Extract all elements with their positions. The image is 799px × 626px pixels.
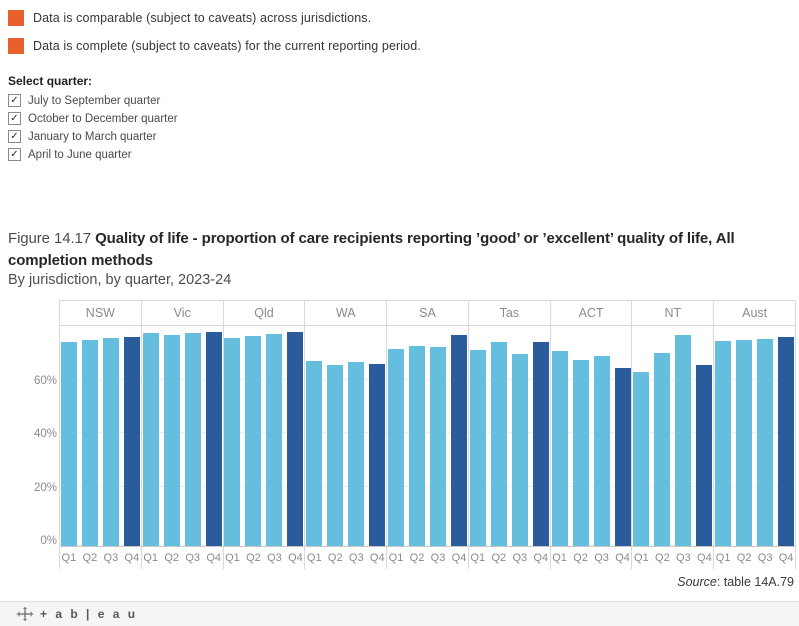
x-tick-label: Q4 xyxy=(533,552,549,564)
figure-subtitle: By jurisdiction, by quarter, 2023-24 xyxy=(8,272,232,288)
y-axis xyxy=(35,300,57,569)
bar-NT-Q1[interactable] xyxy=(633,372,649,546)
tableau-sparkle-icon xyxy=(16,606,34,622)
bar-ACT-Q3[interactable] xyxy=(594,356,610,546)
checkbox[interactable] xyxy=(8,148,21,161)
jurisdiction-header: NSW xyxy=(60,300,141,326)
chart-pane xyxy=(469,326,550,547)
jurisdiction-section-ACT xyxy=(551,300,633,569)
x-tick-label: Q2 xyxy=(655,552,670,564)
source-note xyxy=(677,575,794,589)
x-tick-label: Q4 xyxy=(615,552,630,564)
bar-Vic-Q1[interactable] xyxy=(143,333,159,546)
x-tick-label: Q2 xyxy=(246,552,261,564)
bar-SA-Q2[interactable] xyxy=(409,346,425,546)
bar-Aust-Q4[interactable] xyxy=(778,337,794,546)
jurisdiction-section-Tas xyxy=(469,300,551,569)
x-tick-label: Q1 xyxy=(715,552,731,564)
x-tick-label: Q3 xyxy=(430,552,446,564)
x-tick-label: Q3 xyxy=(512,552,528,564)
chart-pane xyxy=(387,326,468,547)
bar-ACT-Q4[interactable] xyxy=(615,368,631,546)
bar-Aust-Q1[interactable] xyxy=(715,341,731,546)
x-tick-label: Q3 xyxy=(103,552,119,564)
x-tick-label: Q4 xyxy=(778,552,794,564)
bar-ACT-Q1[interactable] xyxy=(552,351,568,546)
x-tick-label: Q3 xyxy=(676,552,691,564)
x-tick-label: Q1 xyxy=(388,552,404,564)
plot xyxy=(59,300,796,569)
x-tick-label: Q3 xyxy=(757,552,773,564)
bar-NSW-Q1[interactable] xyxy=(61,342,77,546)
filter-option-jul-sep[interactable] xyxy=(8,93,160,108)
x-tick-label: Q4 xyxy=(288,552,303,564)
chart-pane xyxy=(632,326,713,547)
tableau-wordmark: + a b | e a u xyxy=(40,607,138,621)
x-tick-label: Q1 xyxy=(306,552,322,564)
x-tick-label: Q1 xyxy=(143,552,159,564)
figure-title-text: Quality of life - proportion of care recipients reporting ’good’ or ’excellent’ quality of life, All completion methods xyxy=(8,230,735,269)
bar-Aust-Q3[interactable] xyxy=(757,339,773,546)
bar-WA-Q4[interactable] xyxy=(369,364,385,546)
chart-pane xyxy=(60,326,141,547)
bar-NT-Q2[interactable] xyxy=(654,353,670,546)
legend-swatch-icon xyxy=(8,38,24,54)
legend-item-comparable xyxy=(8,10,371,26)
x-tick-label: Q2 xyxy=(736,552,752,564)
bar-SA-Q1[interactable] xyxy=(388,349,404,546)
bar-Vic-Q2[interactable] xyxy=(164,335,180,546)
x-tick-label: Q3 xyxy=(267,552,282,564)
bar-WA-Q3[interactable] xyxy=(348,362,364,546)
legend-item-complete xyxy=(8,38,421,54)
source-prefix: Source xyxy=(677,575,717,589)
checkbox[interactable] xyxy=(8,112,21,125)
jurisdiction-header: Qld xyxy=(224,300,305,326)
y-tick-label: 60% xyxy=(33,374,57,387)
jurisdiction-header: ACT xyxy=(551,300,632,326)
bar-Qld-Q3[interactable] xyxy=(266,334,282,546)
jurisdiction-header: SA xyxy=(387,300,468,326)
source-text: : table 14A.79 xyxy=(716,575,794,589)
x-tick-label: Q1 xyxy=(552,552,567,564)
bar-NT-Q3[interactable] xyxy=(675,335,691,546)
x-tick-label: Q2 xyxy=(409,552,425,564)
y-tick-label: 40% xyxy=(33,428,57,440)
x-tick-label: Q4 xyxy=(206,552,222,564)
jurisdiction-header: NT xyxy=(632,300,713,326)
filter-option-label: July to September quarter xyxy=(28,94,161,107)
jurisdiction-header: Vic xyxy=(142,300,223,326)
x-tick-label: Q2 xyxy=(573,552,588,564)
x-tick-label: Q2 xyxy=(491,552,507,564)
filter-option-label: January to March quarter xyxy=(28,130,157,143)
x-tick-label: Q4 xyxy=(369,552,385,564)
checkbox[interactable] xyxy=(8,130,21,143)
chart-pane xyxy=(224,326,305,547)
legend-label: Data is complete (subject to caveats) for the current reporting period. xyxy=(33,39,421,53)
x-tick-label: Q2 xyxy=(164,552,180,564)
filter-option-jan-mar[interactable] xyxy=(8,129,156,144)
chart-pane xyxy=(714,326,795,547)
checkmark-icon: ✓ xyxy=(10,113,19,124)
jurisdiction-section-Vic xyxy=(142,300,224,569)
bar-Vic-Q3[interactable] xyxy=(185,333,201,546)
bar-Qld-Q1[interactable] xyxy=(224,338,240,546)
jurisdiction-header: Tas xyxy=(469,300,550,326)
jurisdiction-section-Aust xyxy=(714,300,796,569)
filter-option-apr-jun[interactable] xyxy=(8,147,132,162)
tableau-footer-bar xyxy=(0,601,799,626)
jurisdiction-section-NT xyxy=(632,300,714,569)
chart-pane xyxy=(142,326,223,547)
x-tick-label: Q3 xyxy=(348,552,364,564)
y-tick-label: 20% xyxy=(33,481,57,494)
x-tick-label: Q3 xyxy=(185,552,201,564)
jurisdiction-header: Aust xyxy=(714,300,795,326)
bar-NSW-Q3[interactable] xyxy=(103,338,119,546)
bar-Aust-Q2[interactable] xyxy=(736,340,752,546)
x-tick-label: Q4 xyxy=(124,552,140,564)
checkmark-icon: ✓ xyxy=(10,95,19,106)
jurisdiction-section-WA xyxy=(305,300,387,569)
bar-Tas-Q1[interactable] xyxy=(470,350,486,546)
legend-label: Data is comparable (subject to caveats) across jurisdictions. xyxy=(33,11,372,25)
jurisdiction-section-NSW xyxy=(60,300,142,569)
bar-SA-Q3[interactable] xyxy=(430,347,446,546)
filter-option-label: April to June quarter xyxy=(28,148,132,161)
bar-ACT-Q2[interactable] xyxy=(573,360,589,546)
legend-swatch-icon xyxy=(8,10,24,26)
jurisdiction-header: WA xyxy=(305,300,386,326)
bar-Tas-Q4[interactable] xyxy=(533,342,549,546)
x-tick-label: Q4 xyxy=(451,552,467,564)
bar-Qld-Q2[interactable] xyxy=(245,336,261,546)
jurisdiction-section-SA xyxy=(387,300,469,569)
x-tick-label: Q1 xyxy=(225,552,240,564)
bar-NT-Q4[interactable] xyxy=(696,365,712,546)
bar-Tas-Q2[interactable] xyxy=(491,342,507,546)
y-tick-label: 0% xyxy=(40,535,57,547)
bar-NSW-Q2[interactable] xyxy=(82,340,98,546)
x-tick-label: Q3 xyxy=(594,552,609,564)
x-tick-label: Q4 xyxy=(697,552,712,564)
quarter-filter-title: Select quarter: xyxy=(8,74,93,88)
bar-WA-Q1[interactable] xyxy=(306,361,322,546)
x-tick-label: Q2 xyxy=(327,552,343,564)
filter-option-label: October to December quarter xyxy=(28,112,178,125)
bar-chart xyxy=(35,300,796,569)
bar-Qld-Q4[interactable] xyxy=(287,332,303,546)
x-tick-label: Q1 xyxy=(61,552,77,564)
figure-number: Figure 14.17 xyxy=(8,230,96,247)
x-tick-label: Q1 xyxy=(634,552,649,564)
bar-Tas-Q3[interactable] xyxy=(512,354,528,546)
checkbox[interactable] xyxy=(8,94,21,107)
filter-option-oct-dec[interactable] xyxy=(8,111,178,126)
bar-NSW-Q4[interactable] xyxy=(124,337,140,546)
jurisdiction-section-Qld xyxy=(224,300,306,569)
figure-title xyxy=(8,228,794,272)
chart-pane xyxy=(305,326,386,547)
tableau-logo-link[interactable] xyxy=(16,606,138,622)
bar-WA-Q2[interactable] xyxy=(327,365,343,546)
chart-pane xyxy=(551,326,632,547)
x-tick-label: Q2 xyxy=(82,552,98,564)
checkmark-icon: ✓ xyxy=(10,131,19,142)
x-tick-label: Q1 xyxy=(470,552,486,564)
bar-SA-Q4[interactable] xyxy=(451,335,467,546)
checkmark-icon: ✓ xyxy=(10,149,19,160)
bar-Vic-Q4[interactable] xyxy=(206,332,222,546)
